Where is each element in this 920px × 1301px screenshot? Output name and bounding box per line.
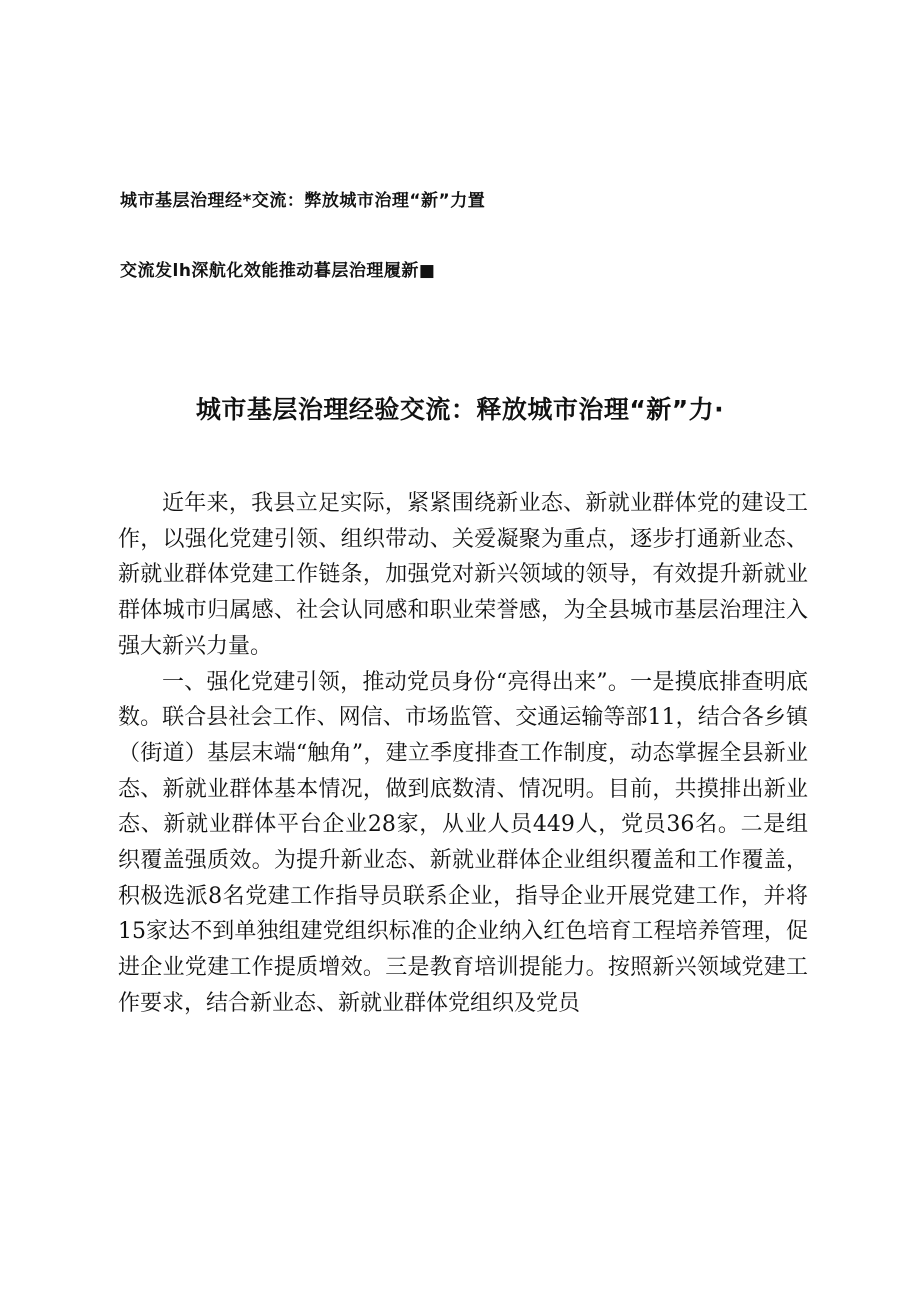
document-body bbox=[118, 486, 808, 1022]
document-title: 城市基层治理经验交流：释放城市治理“新”力· bbox=[195, 395, 725, 424]
toc-line-1: 城市基层治理经*交流：弊放城市治理“新”力置 bbox=[120, 191, 486, 211]
toc-line-2: 交流发lh深航化效能推动暮层治理履新■ bbox=[120, 261, 436, 281]
paragraph-intro: 近年来，我县立足实际，紧紧围绕新业态、新就业群体党的建设工作，以强化党建引领、组织带动、关爱凝聚为重点，逐步打通新业态、新就业群体党建工作链条，加强党对新兴领域的领导，有效提升新就业群体城市归属感、社会认同感和职业荣誉感，为全县城市基层治理注入强大新兴力量。 bbox=[118, 491, 808, 659]
paragraph-section-1: 一、强化党建引领，推动党员身份“亮得出来”。一是摸底排查明底数。联合县社会工作、网信、市场监管、交通运输等部11，结合各乡镇（街道）基层末端“触角”，建立季度排查工作制度，动态掌握全县新业态、新就业群体基本情况，做到底数清、情况明。目前，共摸排出新业态、新就业群体平台企业28家，从业人员449人，党员36名。二是组织覆盖强质效。为提升新业态、新就业群体企业组织覆盖和工作覆盖，积极选派8名党建工作指导员联系企业，指导企业开展党建工作，并将15家达不到单独组建党组织标准的企业纳入红色培育工程培养管理，促进企业党建工作提质增效。三是教育培训提能力。按照新兴领域党建工作要求，结合新业态、新就业群体党组织及党员 bbox=[118, 669, 808, 1016]
